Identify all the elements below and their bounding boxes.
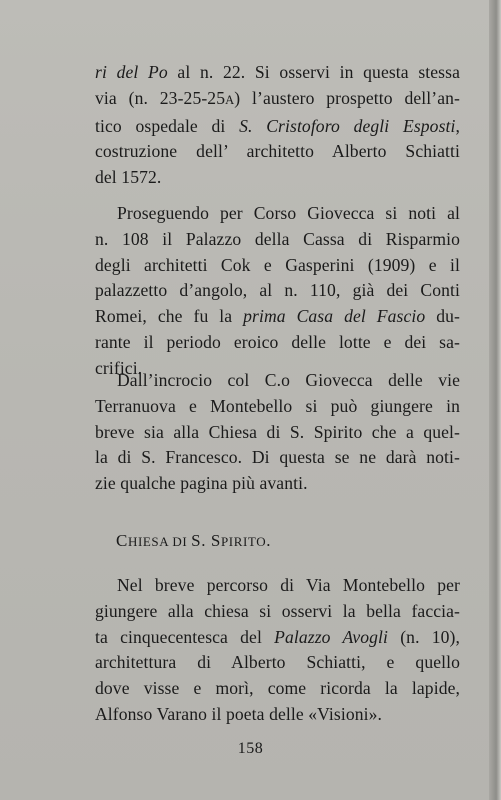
text-run: Proseguendo per Corso Giovecca si noti al: [117, 203, 460, 223]
text-run: breve sia alla Chiesa di S. Spirito che a quel-: [95, 421, 460, 442]
text-run: n. 108 il Palazzo della Cassa di Risparmio: [95, 228, 460, 249]
text-run: Nel breve percorso di Via Montebello per: [117, 575, 460, 595]
text-run: zie qualche pagina più avanti.: [95, 473, 308, 494]
text-run: architettura di Alberto Schiatti, e quello: [95, 652, 460, 673]
paragraph-4: [95, 573, 460, 728]
paragraph4-line: [95, 573, 460, 599]
paragraph-2: [95, 201, 460, 382]
text-run: rante il periodo eroico delle lotte e dei sa-: [95, 331, 460, 352]
heading-part: HIESA DI: [127, 534, 192, 549]
paragraph4-line: [95, 702, 460, 728]
heading-part: .: [266, 531, 272, 550]
text-run: Terranuova e Montebello si può giungere in: [95, 395, 460, 416]
text-run: S. Cristoforo degli Esposti: [239, 115, 456, 136]
paragraph2-line: [95, 201, 460, 227]
paragraph1-line: [95, 114, 460, 140]
paragraph-1: [95, 60, 460, 191]
text-run: giungere alla chiesa si osservi la bella faccia-: [95, 600, 460, 621]
text-run: (n. 10),: [388, 626, 461, 647]
text-run: A: [225, 92, 235, 107]
paragraph3-line: [95, 471, 460, 497]
paragraph3-line: [95, 445, 460, 471]
text-run: Alfonso Varano il poeta delle «Visioni».: [95, 703, 383, 724]
text-run: palazzetto d’angolo, al n. 110, già dei Conti: [95, 280, 460, 301]
heading-part: C: [116, 531, 128, 550]
paragraph1-line: [95, 139, 460, 165]
paragraph2-line: [95, 227, 460, 253]
text-run: del 1572.: [95, 167, 162, 188]
text-run: Palazzo Avogli: [274, 626, 389, 647]
paragraph1-line: [95, 165, 460, 191]
paragraph3-line: [95, 420, 460, 446]
text-run: du-: [425, 306, 460, 327]
section-heading: [116, 531, 271, 551]
paragraph4-line: [95, 625, 460, 651]
paragraph3-line: [95, 368, 460, 394]
text-run: Dall’incrocio col C.o Giovecca delle vie: [117, 370, 460, 390]
page-gutter: [489, 0, 501, 800]
heading-part: PIRITO: [220, 534, 267, 549]
paragraph2-line: [95, 253, 460, 279]
paragraph2-line: [95, 278, 460, 304]
page-number: 158: [237, 740, 264, 757]
text-run: costruzione dell’ architetto Alberto Schiatti: [95, 141, 460, 162]
paragraph4-line: [95, 599, 460, 625]
paragraph2-line: [95, 304, 460, 330]
paragraph3-line: [95, 394, 460, 420]
paragraph-3: [95, 368, 460, 497]
text-run: crifici.: [95, 357, 143, 378]
text-run: Romei, che fu la: [95, 306, 244, 327]
text-run: al n. 22. Si osservi in questa stessa: [167, 62, 460, 82]
text-run: la di S. Francesco. Di questa se ne darà noti-: [95, 447, 460, 468]
paragraph4-line: [95, 650, 460, 676]
text-run: prima Casa del Fascio: [243, 306, 426, 327]
text-run: ) l’austero prospetto dell’an-: [234, 87, 460, 108]
text-run: ri del Po: [95, 62, 168, 82]
text-run: degli architetti Cok e Gasperini (1909) e il: [95, 254, 460, 275]
text-run: tico ospedale di: [95, 115, 240, 136]
text-run: dove visse e morì, come ricorda la lapide,: [95, 678, 460, 699]
paragraph1-line: [95, 60, 460, 86]
heading-part: S. S: [191, 531, 221, 550]
paragraph2-line: [95, 330, 460, 356]
text-run: ta cinquecentesca del: [95, 626, 275, 647]
text-run: via (n. 23-25-25: [95, 87, 226, 108]
paragraph1-line: [95, 86, 460, 114]
paragraph4-line: [95, 676, 460, 702]
text-run: ,: [455, 115, 460, 136]
